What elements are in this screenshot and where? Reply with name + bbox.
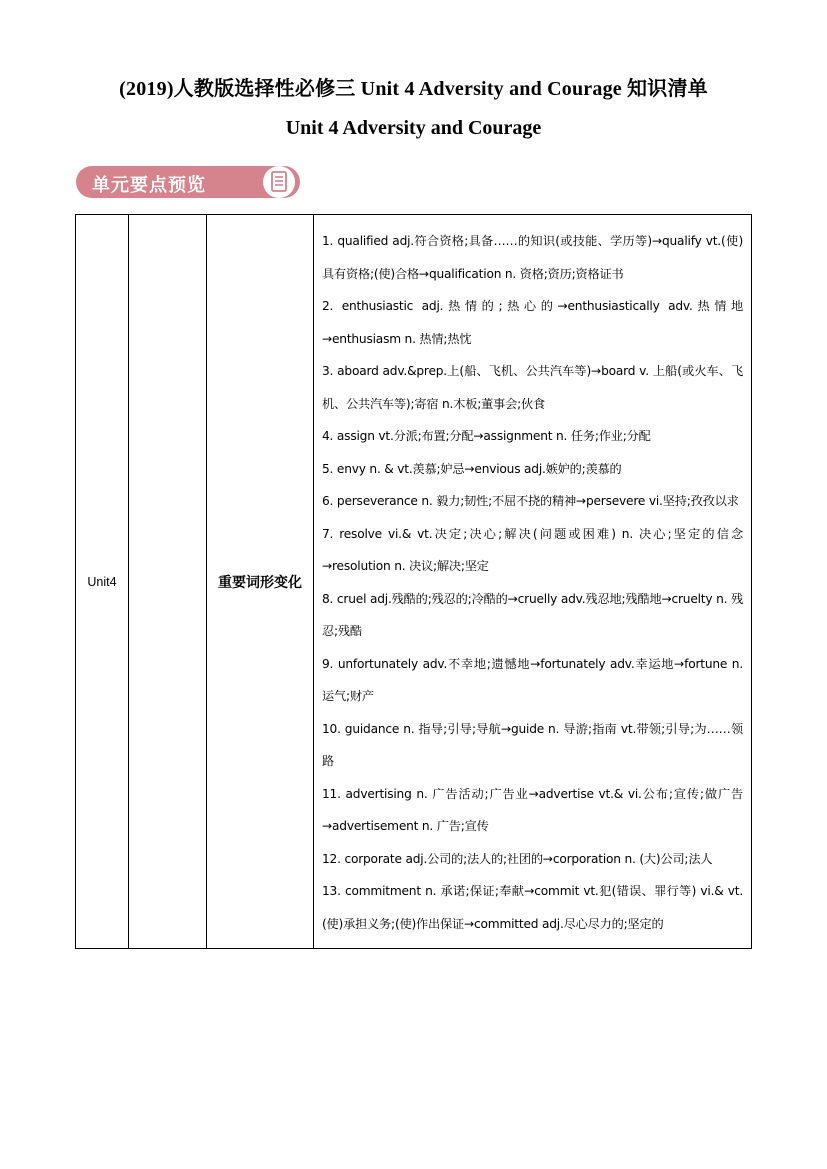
table-row xyxy=(76,215,752,949)
blank-cell xyxy=(129,215,207,949)
list-item: 11. advertising n. 广告活动;广告业→advertise vt.& vi.公布;宣传;做广告→advertisement n. 广告;宣传 xyxy=(322,786,743,833)
list-item: 1. qualified adj.符合资格;具备……的知识(或技能、学历等)→qualify vt.(使)具有资格;(使)合格→qualification n. 资格;资历;资格证书 xyxy=(322,234,743,281)
list-item: 4. assign vt.分派;布置;分配→assignment n. 任务;作业;分配 xyxy=(322,429,651,443)
list-item: 5. envy n. & vt.羡慕;妒忌→envious adj.嫉妒的;羡慕的 xyxy=(322,461,622,476)
list-item: 12. corporate adj.公司的;法人的;社团的→corporation n. (大)公司;法人 xyxy=(322,851,713,866)
section-banner xyxy=(76,166,300,198)
list-item: 13. commitment n. 承诺;保证;奉献→commit vt.犯(错误、罪行等) vi.& vt.(使)承担义务;(使)作出保证→committed adj.尽心尽力的;坚定的 xyxy=(322,884,743,931)
document-icon xyxy=(262,165,296,199)
section-banner-label: 单元要点预览 xyxy=(92,175,206,196)
list-item: 9. unfortunately adv.不幸地;遗憾地→fortunately adv.幸运地→fortune n. 运气;财产 xyxy=(322,656,743,703)
list-item: 2. enthusiastic adj.热情的;热心的→enthusiastically adv.热情地→enthusiasm n. 热情;热忱 xyxy=(322,299,743,346)
list-item: 10. guidance n. 指导;引导;导航→guide n. 导游;指南 vt.带领;引导;为……领路 xyxy=(322,721,743,768)
list-item: 8. cruel adj.残酷的;残忍的;冷酷的→cruelly adv.残忍地;残酷地→cruelty n. 残忍;残酷 xyxy=(322,591,743,638)
unit-cell: Unit4 xyxy=(76,215,129,949)
entries-cell xyxy=(314,215,752,949)
document-subtitle: Unit 4 Adversity and Courage xyxy=(285,117,542,139)
list-item: 7. resolve vi.& vt.决定;决心;解决(问题或困难) n. 决心;坚定的信念→resolution n. 决议;解决;坚定 xyxy=(322,526,743,573)
list-item: 6. perseverance n. 毅力;韧性;不屈不挠的精神→persevere vi.坚持;孜孜以求 xyxy=(322,494,739,508)
knowledge-table xyxy=(75,214,752,949)
category-cell: 重要词形变化 xyxy=(207,215,314,949)
list-item: 3. aboard adv.&prep.上(船、飞机、公共汽车等)→board v. 上船(或火车、飞机、公共汽车等);寄宿 n.木板;董事会;伙食 xyxy=(322,364,743,411)
document-title: (2019)人教版选择性必修三 Unit 4 Adversity and Courage 知识清单 xyxy=(119,78,708,100)
